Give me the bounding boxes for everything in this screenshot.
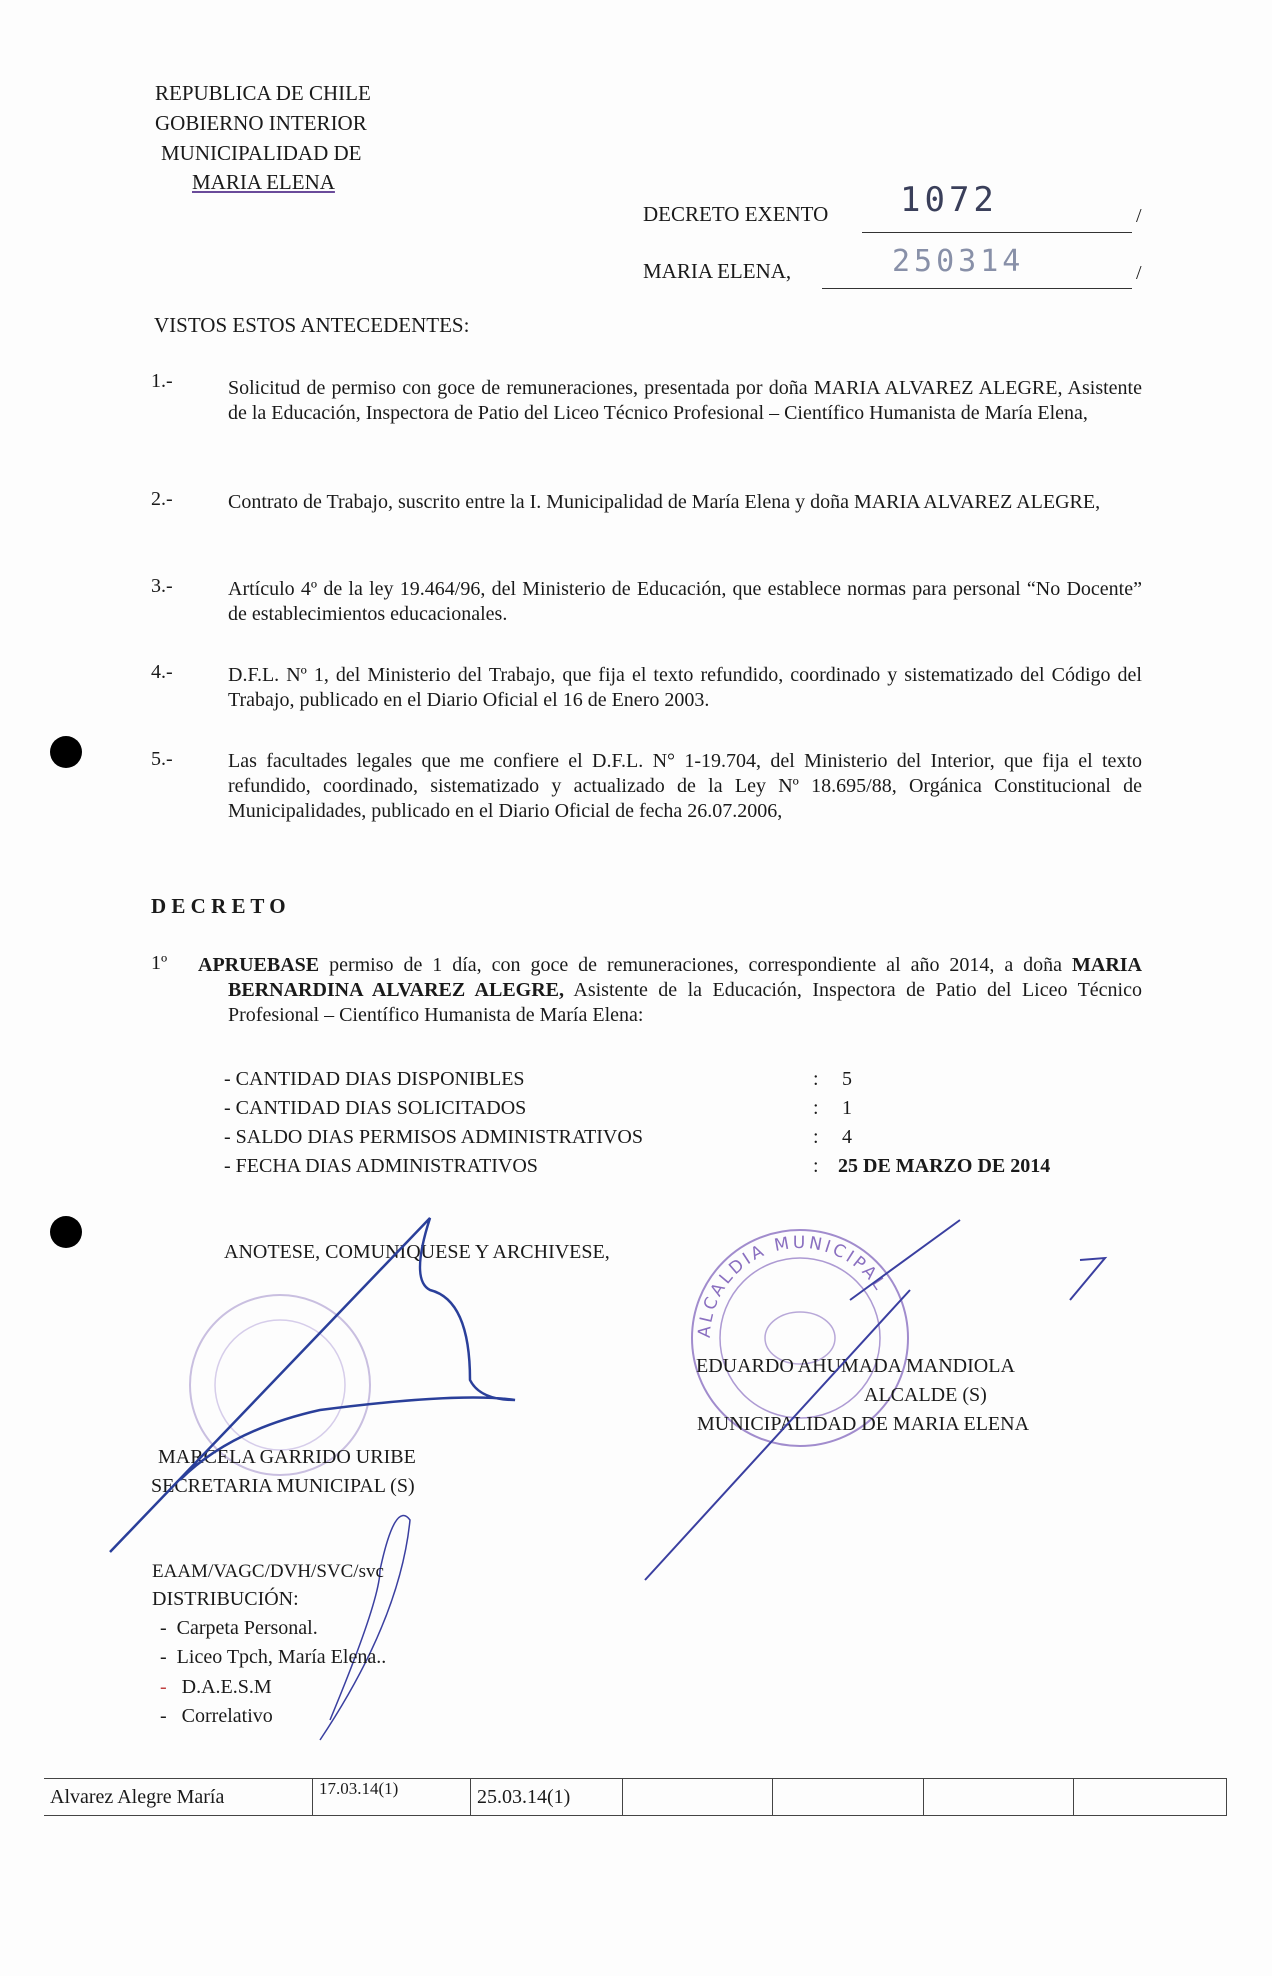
footer-cell — [623, 1779, 773, 1816]
mayor-municipality: MUNICIPALIDAD DE MARIA ELENA — [697, 1413, 1030, 1435]
decree-number: 1072 — [900, 180, 998, 220]
summary-value: 1 — [842, 1097, 852, 1119]
item-text: Las facultades legales que me confiere el D.F.L. N° 1-19.704, del Ministerio del Interior, que fija el texto refundido, coordinado, sistematizado y actualizado de la Ley Nº 18.695/88, Orgánica Constitucional de Municipalidades, publicado en el Diario Oficial de fecha 26.07.2006, — [228, 750, 1142, 822]
summary-label: - FECHA DIAS ADMINISTRATIVOS — [224, 1155, 538, 1177]
punch-hole — [50, 1216, 82, 1248]
decreto-bold-2: MARIA BERNARDINA ALVAREZ ALEGRE, — [228, 954, 1142, 1001]
distribution-item: - D.A.E.S.M — [160, 1676, 272, 1698]
secretary-name: MARCELA GARRIDO URIBE — [158, 1446, 416, 1468]
stamp-text: ALCALDIA MUNICIPAL — [694, 1232, 891, 1339]
summary-value: 25 DE MARZO DE 2014 — [838, 1155, 1051, 1177]
header-line-3: MUNICIPALIDAD DE — [161, 141, 362, 165]
distribution-item: - Liceo Tpch, María Elena.. — [160, 1646, 387, 1668]
distribution-item-text: Correlativo — [181, 1705, 273, 1727]
footer-cell — [924, 1779, 1074, 1816]
footer-table — [44, 1778, 1227, 1816]
item-text: Contrato de Trabajo, suscrito entre la I. Municipalidad de María Elena y doña MARIA ALVAREZ ALEGRE, — [228, 491, 1101, 513]
item-text: D.F.L. Nº 1, del Ministerio del Trabajo, que fija el texto refundido, coordinado y sistematizado del Código del Trabajo, publicado en el Diario Oficial el 16 de Enero 2003. — [228, 664, 1142, 711]
mayor-title: ALCALDE (S) — [864, 1384, 987, 1406]
footer-cell: 17.03.14(1) — [313, 1779, 471, 1816]
colon: : — [813, 1155, 819, 1177]
item-number: 1.- — [151, 370, 173, 392]
item-number: 2.- — [151, 488, 173, 510]
item-text: Artículo 4º de la ley 19.464/96, del Ministerio de Educación, que establece normas para personal “No Docente” de establecimientos educacionales. — [228, 578, 1142, 625]
footer-cell — [773, 1779, 924, 1816]
distribution-title: DISTRIBUCIÓN: — [152, 1588, 299, 1610]
distribution-item-text: Carpeta Personal. — [176, 1617, 318, 1639]
item-text: Solicitud de permiso con goce de remuneraciones, presentada por doña MARIA ALVAREZ ALEGRE, Asistente de la Educación, Inspectora de Patio del Liceo Técnico Profesional – Científico Humanista de María Elena, — [228, 377, 1142, 424]
colon: : — [813, 1068, 819, 1090]
secretary-title: SECRETARIA MUNICIPAL (S) — [151, 1475, 415, 1497]
summary-label: - CANTIDAD DIAS DISPONIBLES — [224, 1068, 525, 1090]
colon: : — [813, 1097, 819, 1119]
summary-value: 5 — [842, 1068, 852, 1090]
distribution-item-text: D.A.E.S.M — [181, 1676, 272, 1698]
slash: / — [1136, 262, 1142, 284]
mayor-name: EDUARDO AHUMADA MANDIOLA — [696, 1355, 1015, 1377]
summary-value: 4 — [842, 1126, 852, 1148]
decreto-text-1: permiso de 1 día, con goce de remuneraciones, correspondiente al año 2014, a doña — [319, 954, 1072, 976]
distribution-item-text: Liceo Tpch, María Elena.. — [176, 1646, 387, 1668]
decree-label: DECRETO EXENTO — [643, 202, 829, 226]
punch-hole — [50, 736, 82, 768]
place-label: MARIA ELENA, — [643, 259, 792, 283]
decree-date: 250314 — [892, 244, 1025, 279]
item-number: 3.- — [151, 575, 173, 597]
decreto-article-number: 1º — [151, 952, 168, 974]
footer-cell: Alvarez Alegre María — [44, 1779, 313, 1816]
header-line-2: GOBIERNO INTERIOR — [155, 111, 367, 135]
initials: EAAM/VAGC/DVH/SVC/svc — [152, 1561, 384, 1582]
distribution-item: - Correlativo — [160, 1705, 273, 1727]
header-line-4: MARIA ELENA — [192, 170, 335, 194]
closing-text: ANOTESE, COMUNIQUESE Y ARCHIVESE, — [224, 1241, 610, 1263]
item-number: 5.- — [151, 748, 173, 770]
decreto-title: D E C R E T O — [151, 894, 286, 918]
decreto-text-2: Asistente de la Educación, Inspectora de Patio del Liceo Técnico Profesional – Científico Humanista de María Elena: — [228, 979, 1142, 1026]
summary-label: - CANTIDAD DIAS SOLICITADOS — [224, 1097, 527, 1119]
colon: : — [813, 1126, 819, 1148]
vistos-title: VISTOS ESTOS ANTECEDENTES: — [154, 313, 470, 337]
item-number: 4.- — [151, 661, 173, 683]
distribution-item: - Carpeta Personal. — [160, 1617, 318, 1639]
footer-cell: 25.03.14(1) — [471, 1779, 623, 1816]
header-line-1: REPUBLICA DE CHILE — [155, 81, 371, 105]
footer-cell — [1074, 1779, 1227, 1816]
summary-label: - SALDO DIAS PERMISOS ADMINISTRATIVOS — [224, 1126, 643, 1148]
decreto-bold-1: APRUEBASE — [198, 954, 320, 976]
slash: / — [1136, 205, 1142, 227]
